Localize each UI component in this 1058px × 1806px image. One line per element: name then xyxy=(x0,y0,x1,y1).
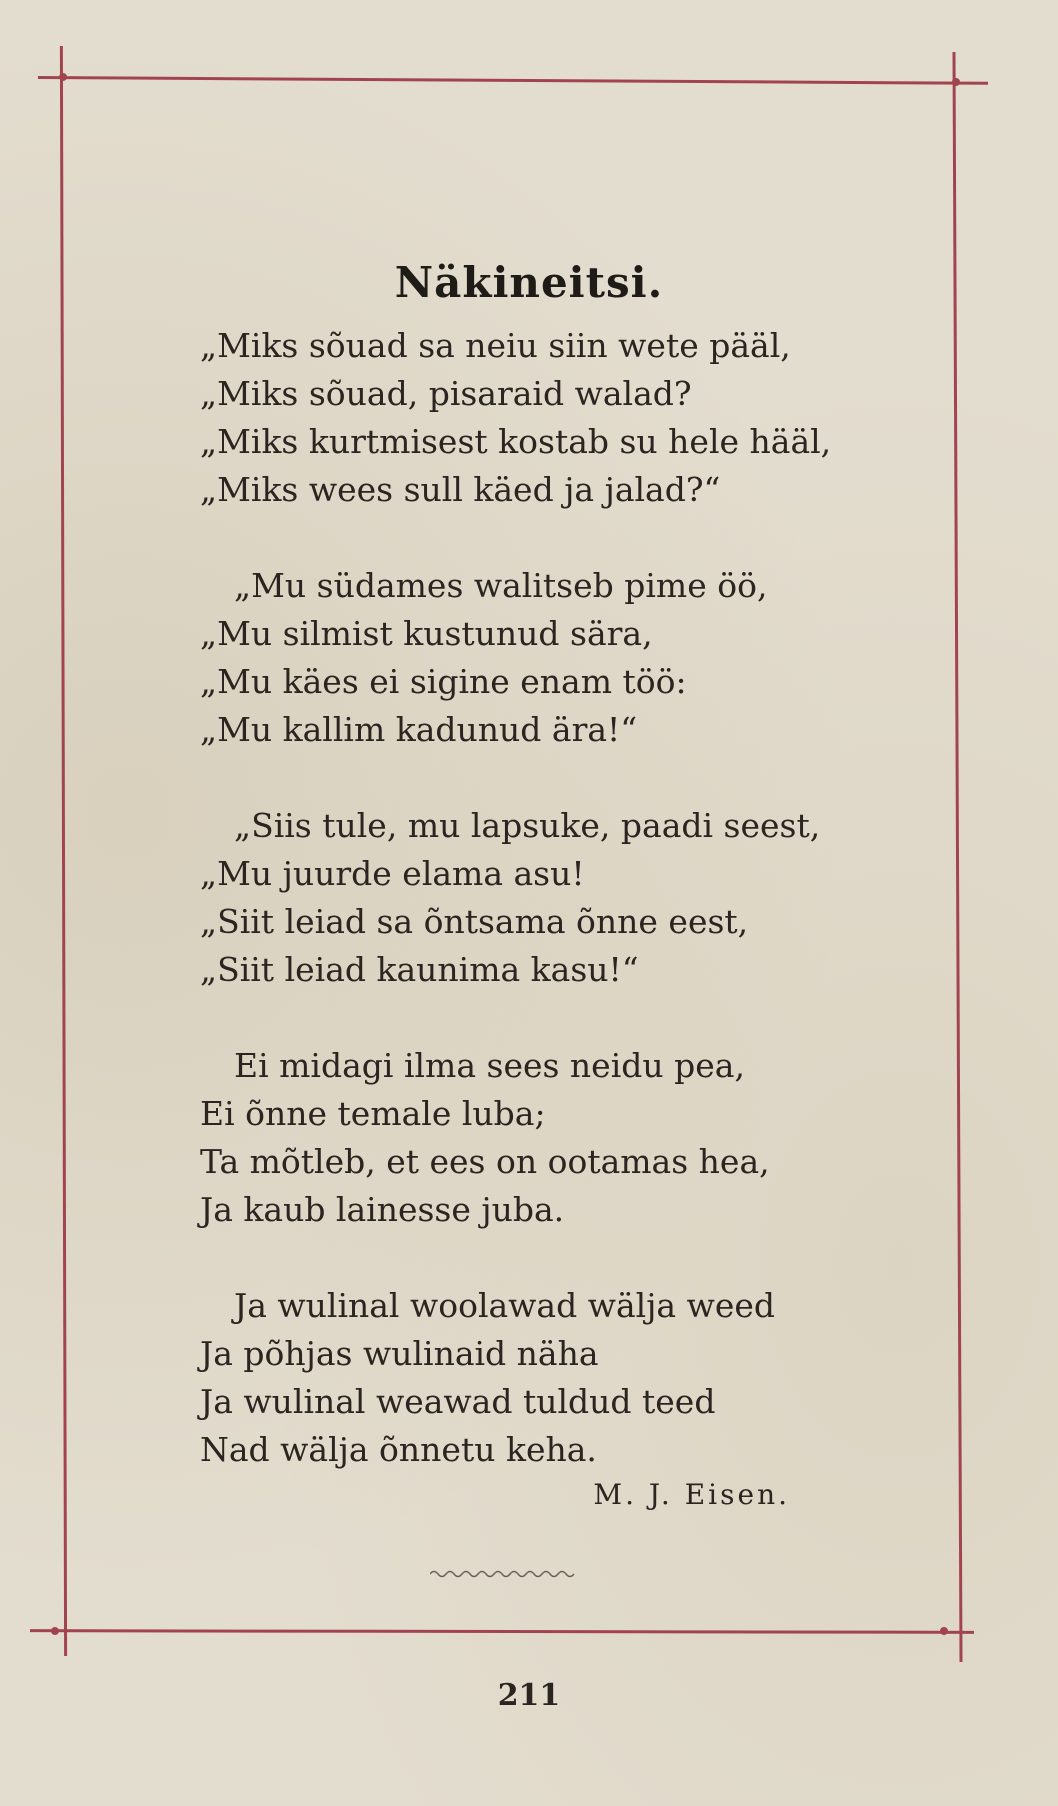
poem-line: „Miks sõuad sa neiu siin wete pääl, xyxy=(200,326,791,365)
poem-line: Ja wulinal weawad tuldud teed xyxy=(200,1382,716,1421)
poem-line: „Mu kallim kadunud ära!“ xyxy=(200,710,638,749)
border-top xyxy=(38,76,988,85)
poem-line: Ja kaub lainesse juba. xyxy=(200,1190,565,1229)
stanza xyxy=(200,1042,920,1234)
wave-ornament xyxy=(430,1568,575,1580)
border-corner-ornament xyxy=(59,73,67,81)
poem-line: „Mu südames walitseb pime öö, xyxy=(234,566,768,605)
poem-line: Ei midagi ilma sees neidu pea, xyxy=(234,1046,745,1085)
author-signature: M. J. Eisen. xyxy=(593,1478,790,1511)
poem-body xyxy=(200,322,920,1522)
poem-line: „Miks sõuad, pisaraid walad? xyxy=(200,374,692,413)
poem-title: Näkineitsi. xyxy=(394,258,664,308)
poem-line: „Mu juurde elama asu! xyxy=(200,854,585,893)
poem-line: Ta mõtleb, et ees on ootamas hea, xyxy=(200,1142,770,1181)
stanza xyxy=(200,562,920,754)
poem-line: „Miks wees sull käed ja jalad?“ xyxy=(200,470,721,509)
poem-line: „Mu silmist kustunud sära, xyxy=(200,614,653,653)
stanza xyxy=(200,802,920,994)
page-number: 211 xyxy=(497,1678,561,1713)
poem-line: „Siit leiad kaunima kasu!“ xyxy=(200,950,639,989)
stanza xyxy=(200,322,920,514)
poem-line: „Miks kurtmisest kostab su hele hääl, xyxy=(200,422,832,461)
poem-line: Nad wälja õnnetu keha. xyxy=(200,1430,597,1469)
stanza xyxy=(200,1282,920,1474)
poem-line: „Siis tule, mu lapsuke, paadi seest, xyxy=(234,806,821,845)
border-corner-ornament xyxy=(51,1627,59,1635)
poem-line: „Mu käes ei sigine enam töö: xyxy=(200,662,687,701)
border-bottom xyxy=(30,1629,974,1634)
poem-line: Ei õnne temale luba; xyxy=(200,1094,546,1133)
poem-line: Ja wulinal woolawad wälja weed xyxy=(234,1286,776,1325)
border-corner-ornament xyxy=(952,78,960,86)
border-corner-ornament xyxy=(940,1627,948,1635)
poem-line: Ja põhjas wulinaid näha xyxy=(200,1334,599,1373)
poem-line: „Siit leiad sa õntsama õnne eest, xyxy=(200,902,749,941)
